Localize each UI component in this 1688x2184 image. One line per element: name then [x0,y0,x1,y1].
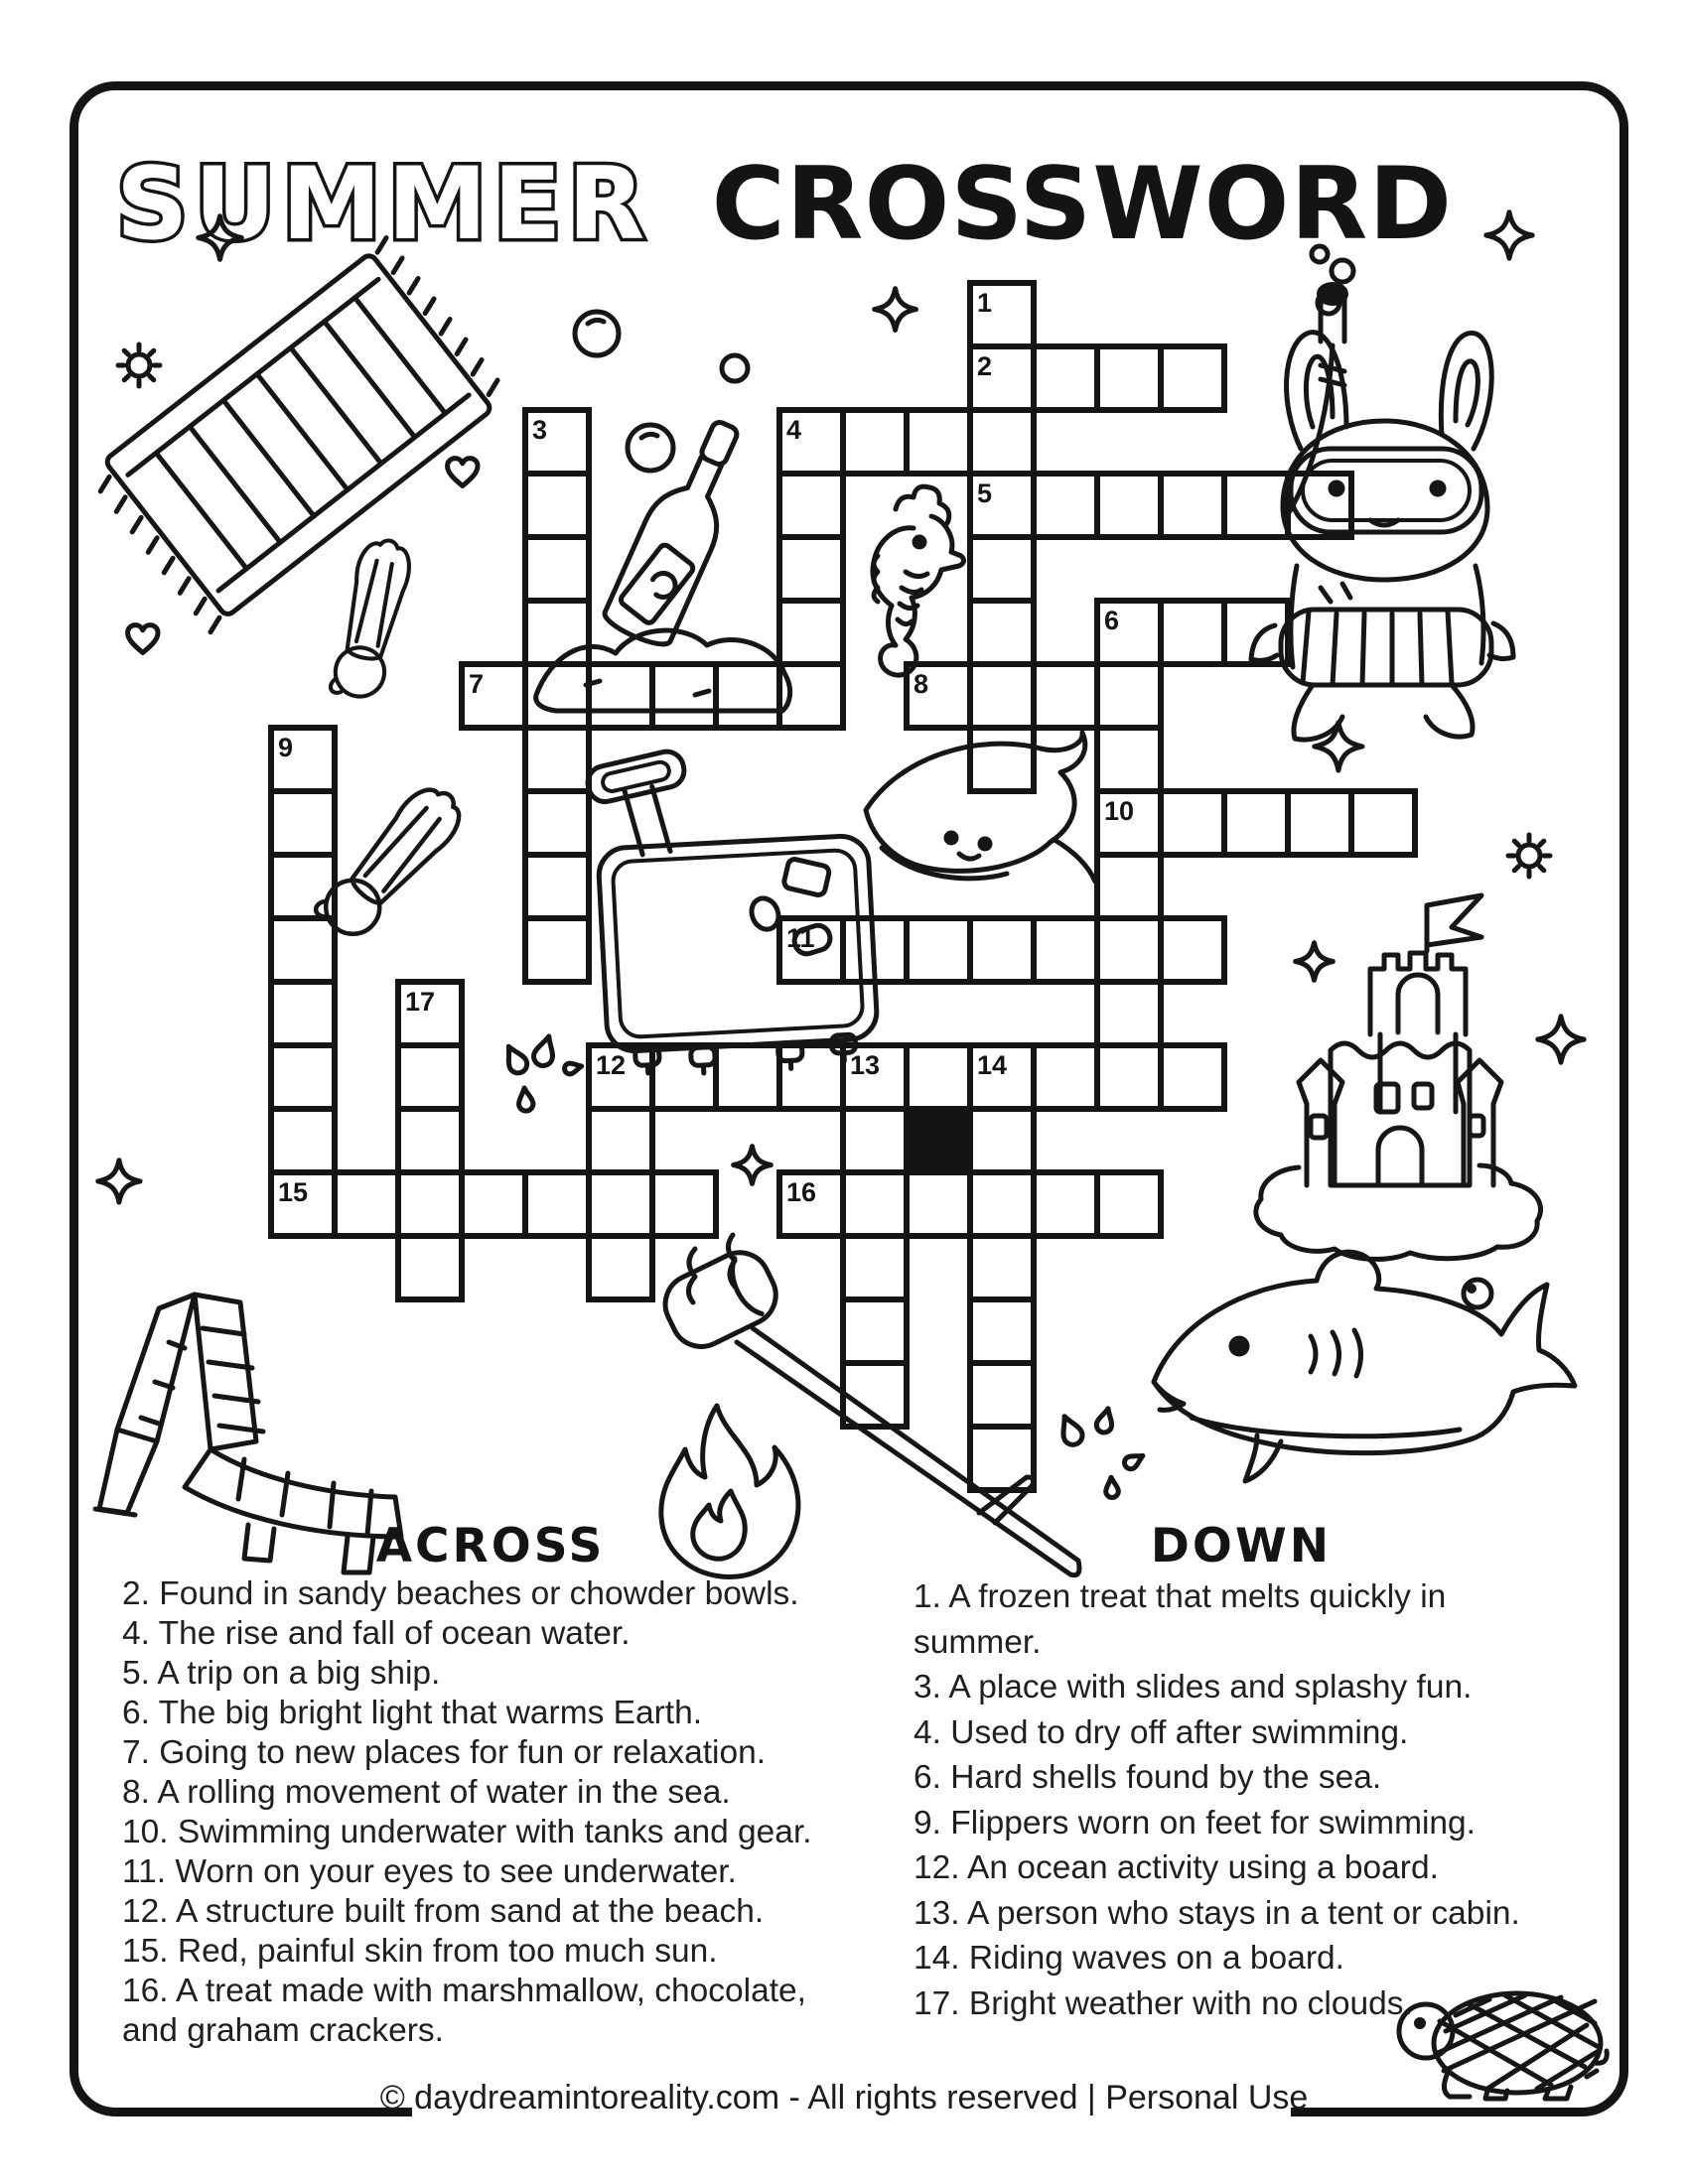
grid-cell[interactable] [589,1236,652,1299]
grid-cell[interactable] [589,1109,652,1172]
grid-cell[interactable] [1161,1045,1224,1109]
grid-cell[interactable] [525,474,589,537]
grid-cell[interactable] [970,1172,1034,1236]
grid-cell[interactable] [398,1045,462,1109]
across-section [122,1519,859,2051]
grid-cell[interactable] [1034,664,1097,728]
clue-line: 4. The rise and fall of ocean water. [122,1615,631,1652]
grid-cell[interactable] [335,1172,398,1236]
grid-cell[interactable] [525,664,589,728]
clue-line: 9. Flippers worn on feet for swimming. [914,1804,1476,1842]
grid-cell[interactable] [1034,1172,1097,1236]
svg-text:SUMMER CROSSWORD [116,145,1453,262]
grid-cell[interactable] [1097,1172,1161,1236]
grid-cell[interactable] [1161,601,1224,664]
cell-number: 2 [977,351,993,381]
grid-cell[interactable] [271,791,335,855]
clue-line: 2. Found in sandy beaches or chowder bowls. [122,1575,799,1612]
grid-cell[interactable] [398,1236,462,1299]
down-clue-list [914,1574,1609,2026]
grid-cell[interactable] [970,1363,1034,1427]
grid-cell[interactable] [970,728,1034,791]
grid-cell[interactable] [1161,791,1224,855]
clue-line: 15. Red, painful skin from too much sun. [122,1933,718,1970]
grid-cell[interactable] [970,664,1034,728]
grid-cell[interactable] [398,1109,462,1172]
grid-cell[interactable] [1097,346,1161,410]
grid-cell[interactable] [525,791,589,855]
grid-cell[interactable] [843,1363,907,1427]
grid-cell[interactable] [1161,474,1224,537]
grid-cell[interactable] [970,918,1034,982]
across-clue-list [122,1574,859,2051]
clue-line: 3. A place with slides and splashy fun. [914,1669,1473,1706]
grid-cell[interactable] [970,601,1034,664]
cell-number: 4 [786,415,802,445]
down-section [914,1519,1609,2026]
grid-cell[interactable] [907,1172,970,1236]
cell-number: 6 [1104,606,1120,635]
grid-cell[interactable] [462,1172,525,1236]
clue-line: 1. A frozen treat that melts quickly in [914,1578,1447,1615]
grid-cell[interactable] [398,1172,462,1236]
grid-cell[interactable] [843,918,907,982]
cell-number: 14 [977,1050,1008,1080]
grid-cell[interactable] [843,1172,907,1236]
grid-cell[interactable] [970,1109,1034,1172]
grid-cell[interactable] [907,1045,970,1109]
grid-cell[interactable] [1034,918,1097,982]
cell-number: 5 [977,478,993,508]
grid-cell[interactable] [843,1109,907,1172]
title-word-summer: SUMMER [115,145,651,262]
cell-number: 15 [278,1177,309,1207]
grid-cell[interactable] [652,1045,716,1109]
grid-cell[interactable] [271,855,335,918]
grid-cell[interactable] [779,1045,843,1109]
grid-cell[interactable] [1351,791,1415,855]
grid-cell[interactable] [1224,474,1288,537]
cell-number: 12 [596,1050,627,1080]
grid-cell[interactable] [779,537,843,601]
clue-line: 6. The big bright light that warms Earth. [122,1695,703,1731]
grid-cell[interactable] [1034,1045,1097,1109]
grid-cell[interactable] [525,728,589,791]
page-title [0,117,1688,286]
grid-cell[interactable] [525,601,589,664]
grid-cell[interactable] [271,1109,335,1172]
cell-number: 17 [405,987,436,1017]
grid-cell[interactable] [843,1236,907,1299]
grid-cell[interactable] [1097,664,1161,728]
grid-cell[interactable] [1224,601,1288,664]
grid-cell[interactable] [1097,855,1161,918]
grid-cell[interactable] [907,410,970,474]
grid-cell[interactable] [525,537,589,601]
cell-number: 16 [786,1177,817,1207]
cell-number: 3 [532,415,548,445]
title-word-crossword: CROSSWORD [711,145,1454,262]
clue-line: 12. A structure built from sand at the beach. [122,1893,765,1930]
grid-cell[interactable] [907,918,970,982]
grid-cell[interactable] [1288,791,1351,855]
clue-line: 13. A person who stays in a tent or cabin. [914,1894,1520,1932]
grid-cell[interactable] [779,664,843,728]
grid-cell[interactable] [1288,474,1351,537]
grid-cell[interactable] [1097,918,1161,982]
clue-line: 6. Hard shells found by the sea. [914,1759,1382,1796]
across-heading: ACROSS [375,1519,606,1573]
clue-line: 12. An ocean activity using a board. [914,1849,1439,1886]
clue-line: summer. [914,1623,1042,1661]
clue-line: 5. A trip on a big ship. [122,1655,441,1692]
grid-cell[interactable] [1161,918,1224,982]
grid-cell[interactable] [271,982,335,1045]
grid-cell[interactable] [525,1172,589,1236]
grid-cell[interactable] [271,1045,335,1109]
grid-cell[interactable] [970,537,1034,601]
clue-line: 4. Used to dry off after swimming. [914,1713,1409,1751]
grid-cell[interactable] [1161,346,1224,410]
grid-cell[interactable] [1034,346,1097,410]
grid-cell[interactable] [1097,474,1161,537]
cell-number: 8 [914,669,929,699]
footer-copyright: © daydreamintoreality.com - All rights reserved | Personal Use [379,2079,1309,2116]
grid-cell[interactable] [970,1427,1034,1490]
grid-cell[interactable] [652,1172,716,1236]
grid-cell[interactable] [652,664,716,728]
grid-cell[interactable] [271,918,335,982]
clue-line: 17. Bright weather with no clouds. [914,1984,1413,2022]
grid-cell[interactable] [970,1236,1034,1299]
grid-cell[interactable] [843,410,907,474]
grid-cell[interactable] [525,918,589,982]
clue-line: 7. Going to new places for fun or relaxation. [122,1734,767,1771]
grid-cell[interactable] [525,855,589,918]
clue-line: 16. A treat made with marshmallow, chocolate, [122,1973,806,2009]
cell-number: 9 [278,733,294,762]
grid-cell[interactable] [1097,728,1161,791]
grid-cell[interactable] [970,410,1034,474]
down-heading: DOWN [1150,1519,1333,1573]
grid-cell[interactable] [1097,1045,1161,1109]
cell-number: 11 [786,923,815,953]
grid-cell[interactable] [779,474,843,537]
grid-cell[interactable] [779,601,843,664]
grid-cell[interactable] [716,664,779,728]
clue-line: 14. Riding waves on a board. [914,1940,1344,1977]
clue-line: 11. Worn on your eyes to see underwater. [122,1853,737,1890]
grid-cell[interactable] [589,1172,652,1236]
crossword-grid [265,277,1427,1502]
cell-number: 7 [469,669,485,699]
cell-number: 10 [1104,796,1135,826]
grid-cell[interactable] [1097,982,1161,1045]
grid-cell-black [907,1109,970,1172]
grid-cell[interactable] [716,1045,779,1109]
grid-cell[interactable] [970,1299,1034,1363]
grid-cell[interactable] [843,1299,907,1363]
clue-line: and graham crackers. [122,2012,444,2049]
grid-cell[interactable] [1224,791,1288,855]
grid-cell[interactable] [1034,474,1097,537]
cell-number: 13 [850,1050,881,1080]
clue-line: 10. Swimming underwater with tanks and gear. [122,1814,812,1850]
clue-line: 8. A rolling movement of water in the sea. [122,1774,731,1811]
cell-number: 1 [977,288,993,318]
grid-cell[interactable] [589,664,652,728]
